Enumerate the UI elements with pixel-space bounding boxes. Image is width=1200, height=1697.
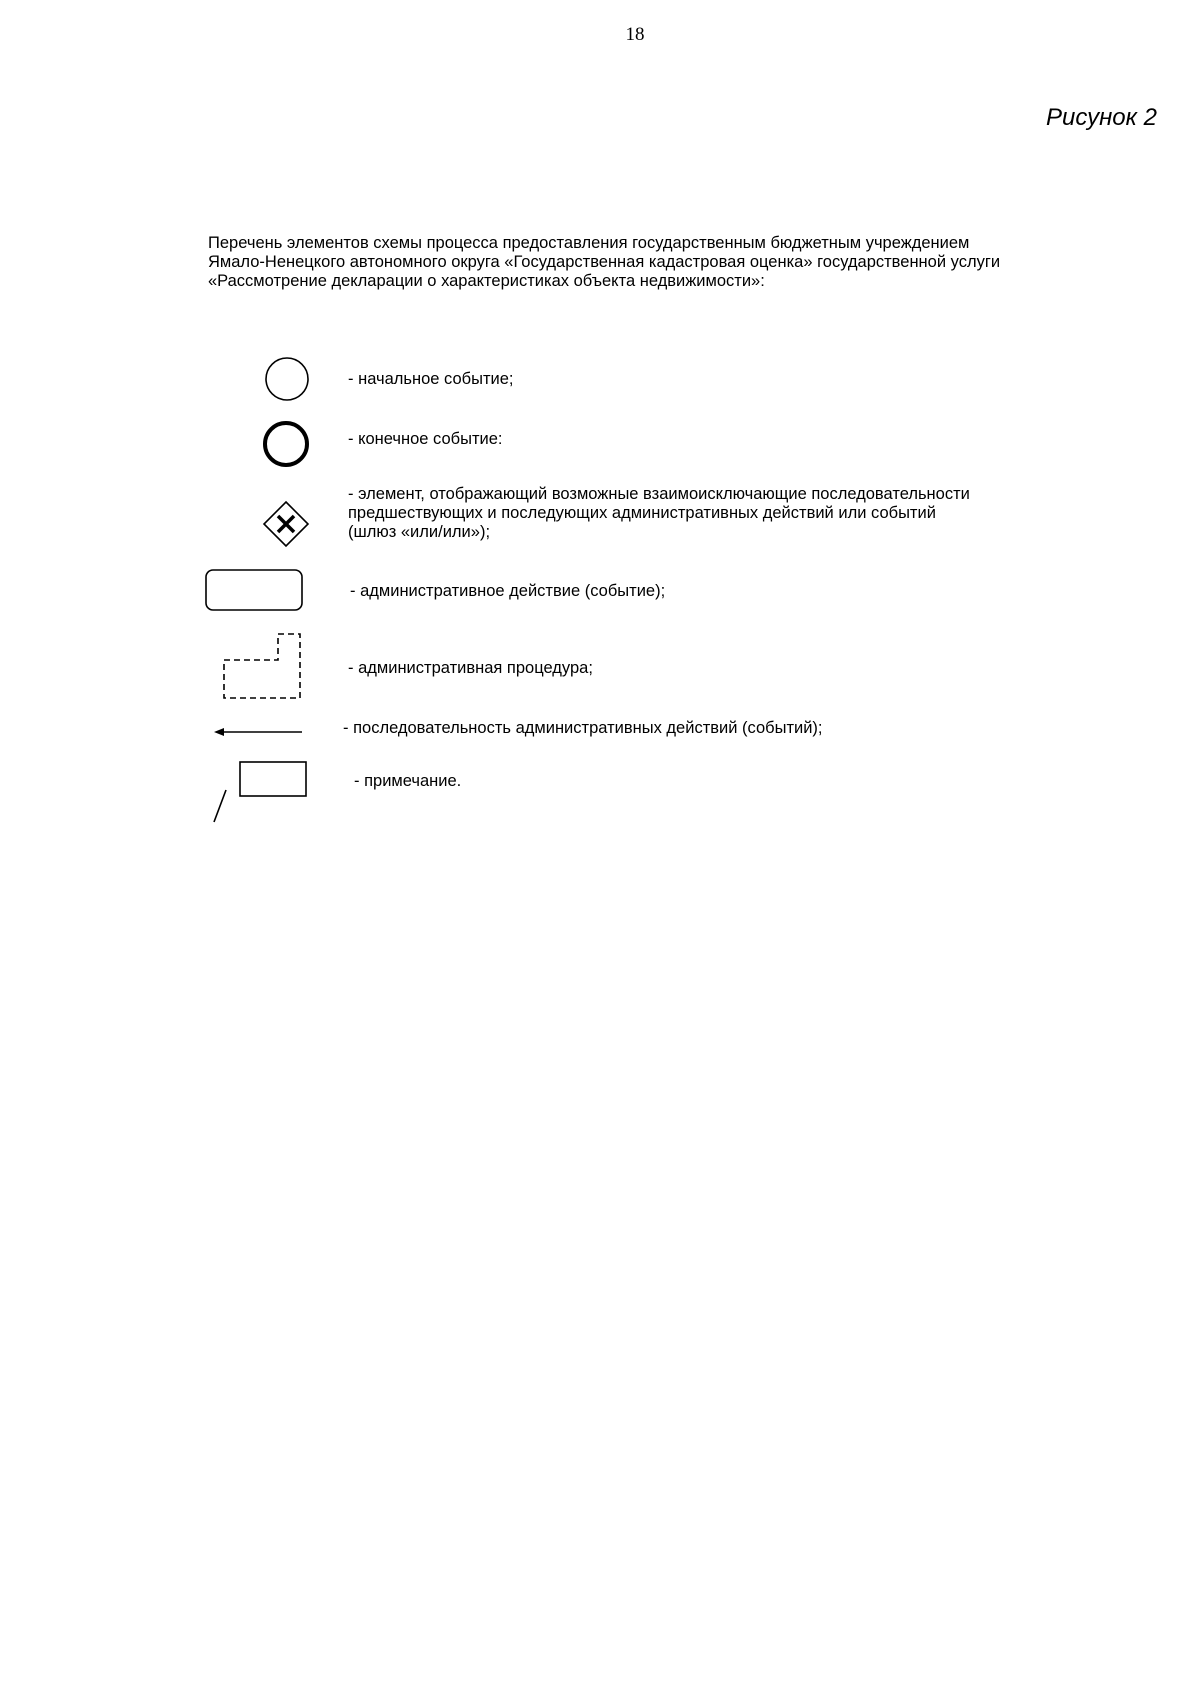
- legend-procedure-text: - административная процедура;: [348, 659, 593, 677]
- gateway-text-line: (шлюз «или/или»);: [348, 523, 491, 541]
- legend-note-text: - примечание.: [354, 772, 462, 790]
- end-event-icon: [260, 418, 312, 470]
- legend-sequence-text: - последовательность административных действий (событий);: [343, 719, 823, 737]
- intro-paragraph: [208, 234, 1108, 291]
- legend-end-event-text: - конечное событие:: [348, 430, 503, 448]
- page-number: 18: [625, 24, 645, 45]
- intro-line: Ямало-Ненецкого автономного округа «Государственная кадастровая оценка» государственной услуги: [208, 253, 1001, 271]
- intro-line: Перечень элементов схемы процесса предоставления государственным бюджетным учреждением: [208, 234, 970, 252]
- start-event-icon: [262, 354, 312, 404]
- legend-start-event-text: - начальное событие;: [348, 370, 514, 388]
- gateway-text-line: - элемент, отображающий возможные взаимоисключающие последовательности: [348, 485, 970, 503]
- figure-label: Рисунок 2: [1046, 104, 1157, 131]
- sequence-arrow-icon: [212, 724, 304, 740]
- gateway-text-line: предшествующих и последующих административных действий или событий: [348, 504, 936, 522]
- note-icon: [210, 760, 310, 824]
- legend-action-text: - административное действие (событие);: [350, 582, 666, 600]
- action-icon: [204, 568, 306, 614]
- gateway-icon: [260, 498, 312, 550]
- legend-gateway-text: [348, 485, 970, 542]
- procedure-icon: [220, 630, 306, 702]
- intro-line: «Рассмотрение декларации о характеристиках объекта недвижимости»:: [208, 272, 765, 290]
